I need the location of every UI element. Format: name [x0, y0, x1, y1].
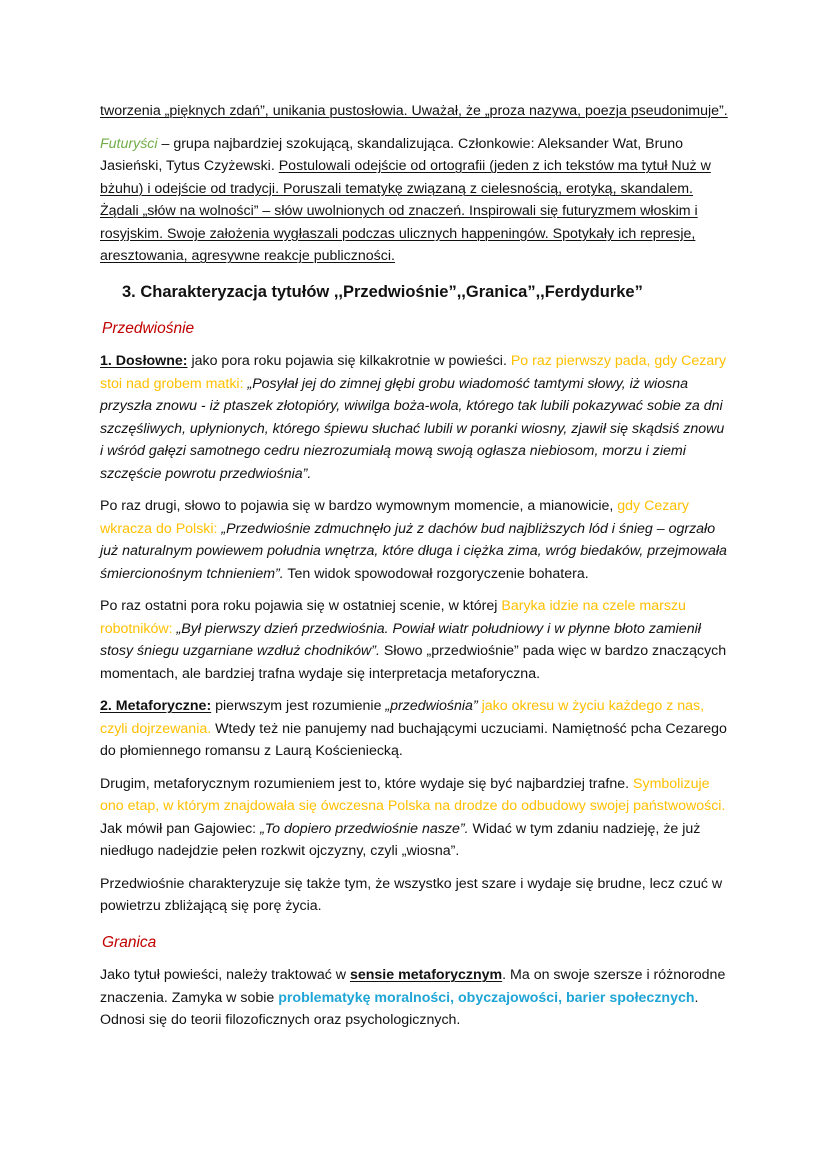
p2-highlight: gdy Cezary wkracza do Polski: — [100, 498, 690, 537]
p2-text2: Ten widok spowodował rozgoryczenie bohatera. — [283, 565, 589, 582]
paragraph-szare — [100, 873, 730, 918]
paragraph-metaforyczne — [100, 695, 730, 763]
futurysci-text: – grupa najbardziej szokującą, skandalizująca. Członkowie: Aleksander Wat, Bruno Jasieński, Tytus Czyżewski. — [100, 135, 684, 174]
granica-title: Granica — [102, 933, 157, 951]
document-page — [100, 100, 730, 1042]
p2-quote: „Przedwiośnie zdmuchnęło już z dachów bud najbliższych lód i śnieg – ogrzało już naturalnym powiewem południa wnętrza, które długa i ciężka zima, wróg biedaków, przejmowała śmiercionośnym tchnieniem”. — [100, 520, 727, 582]
doslowne-quote: „Posyłał jej do zimnej głębi grobu wiadomość tamtymi słowy, iż wiosna przyszła znowu - iż ptaszek złotopióry, wiwilga boża-wola, którego tak lubili pokazywać sobie za dni szczęśliwych, upłynionych, którego śpiewu słuchać lubili w poranki wiosny, zjawił się skądsiś znowu i wśród gałęzi samotnego cedru niezrozumiałą mową swoją ogłasza niebiosom, morzu i ziemi szczęście powrotu przedwiośnia”. — [100, 375, 725, 482]
doslowne-label: 1. Dosłowne: — [100, 353, 188, 369]
paragraph-futurysci — [100, 133, 730, 268]
granica-bold: sensie metaforycznym — [349, 967, 503, 983]
granica-blue: problematykę moralności, obyczajowości, barier społecznych — [278, 989, 695, 1006]
p5-quote: „To dopiero przedwiośnie nasze”. — [260, 820, 469, 837]
met-text1: pierwszym jest rozumienie — [211, 698, 386, 714]
p6-text: Przedwiośnie charakteryzuje się także tym, że wszystko jest szare i wydaje się brudne, lecz czuć w powietrzu zbliżającą się porę życia. — [100, 875, 723, 914]
p5-text1: Drugim, metaforycznym rozumieniem jest to, które wydaje się być najbardziej trafne. — [100, 775, 634, 792]
granica-text2: . Ma on swoje szersze i różnorodne znaczenia. Zamyka w sobie — [100, 967, 726, 1006]
paragraph-intro — [100, 100, 730, 123]
paragraph-drugim — [100, 773, 730, 863]
p3-text1: Po raz ostatni pora roku pojawia się w ostatniej scenie, w której — [100, 598, 502, 614]
section-heading: 3. Charakteryzacja tytułów ,,Przedwiośnie”,,Granica”,,Ferdydurke” — [122, 282, 643, 301]
intro-text: tworzenia „pięknych zdań”, unikania pustosłowia. Uważał, że „proza nazywa, poezja pseudonimuje”. — [100, 103, 728, 119]
paragraph-doslowne — [100, 350, 730, 485]
paragraph-po-raz-ostatni — [100, 595, 730, 685]
met-text2: Wtedy też nie panujemy nad buchającymi uczuciami. Namiętność pcha Cezarego do płomiennego romansu z Laurą Kościeniecką. — [100, 720, 727, 759]
doslowne-highlight: Po raz pierwszy pada, gdy Cezary stoi nad grobem matki: — [100, 353, 727, 392]
p5-highlight: Symbolizuje ono etap, w którym znajdowała się ówczesna Polska na drodze do odbudowy swojej państwowości. — [100, 775, 726, 814]
paragraph-po-raz-drugi — [100, 495, 730, 585]
met-quote: „przedwiośnia” — [385, 698, 478, 714]
met-highlight: jako okresu w życiu każdego z nas, czyli dojrzewania. — [100, 698, 705, 737]
p3-highlight: Baryka idzie na czele marszu robotników: — [100, 598, 686, 637]
doslowne-text: jako pora roku pojawia się kilkakrotnie w powieści. — [187, 353, 511, 369]
granica-text1: Jako tytuł powieści, należy traktować w — [100, 967, 350, 983]
p2-text1: Po raz drugi, słowo to pojawia się w bardzo wymownym momencie, a mianowicie, — [100, 498, 618, 514]
p5-text3: Widać w tym zdaniu nadzieję, że już niedługo nadejdzie pełen rozkwit ojczyzny, czyli „wiosna”. — [100, 820, 701, 859]
paragraph-granica — [100, 964, 730, 1032]
p3-text2: Słowo „przedwiośnie” pada więc w bardzo znaczących momentach, ale bardziej trafna wydaje się interpretacja metaforyczna. — [100, 643, 727, 682]
przedwiosnie-title: Przedwiośnie — [102, 319, 195, 337]
granica-text3: . Odnosi się do teorii filozoficznych oraz psychologicznych. — [100, 989, 699, 1028]
futurysci-title: Futuryści — [100, 135, 158, 152]
p3-quote: „Był pierwszy dzień przedwiośnia. Powiał wiatr południowy i w płynne błoto zamienił stosy śniegu uzgarniane wzdłuż chodników”. — [100, 620, 701, 659]
p5-text2: Jak mówił pan Gajowiec: — [100, 820, 261, 837]
metaforyczne-label: 2. Metaforyczne: — [100, 698, 212, 714]
futurysci-underlined: Postulowali odejście od ortografii (jeden z ich tekstów ma tytuł Nuż w bżuhu) i odejście od tradycji. Poruszali tematykę związaną z cielesnością, erotyką, skandalem. Żądali „słów na wolności” – słów uwolnionych od znaczeń. Inspirowali się futuryzmem włoskim i rosyjskim. Swoje założenia wygłaszali podczas ulicznych happeningów. Spotykały ich represje, aresztowania, agresywne reakcje publiczności. — [100, 158, 711, 264]
